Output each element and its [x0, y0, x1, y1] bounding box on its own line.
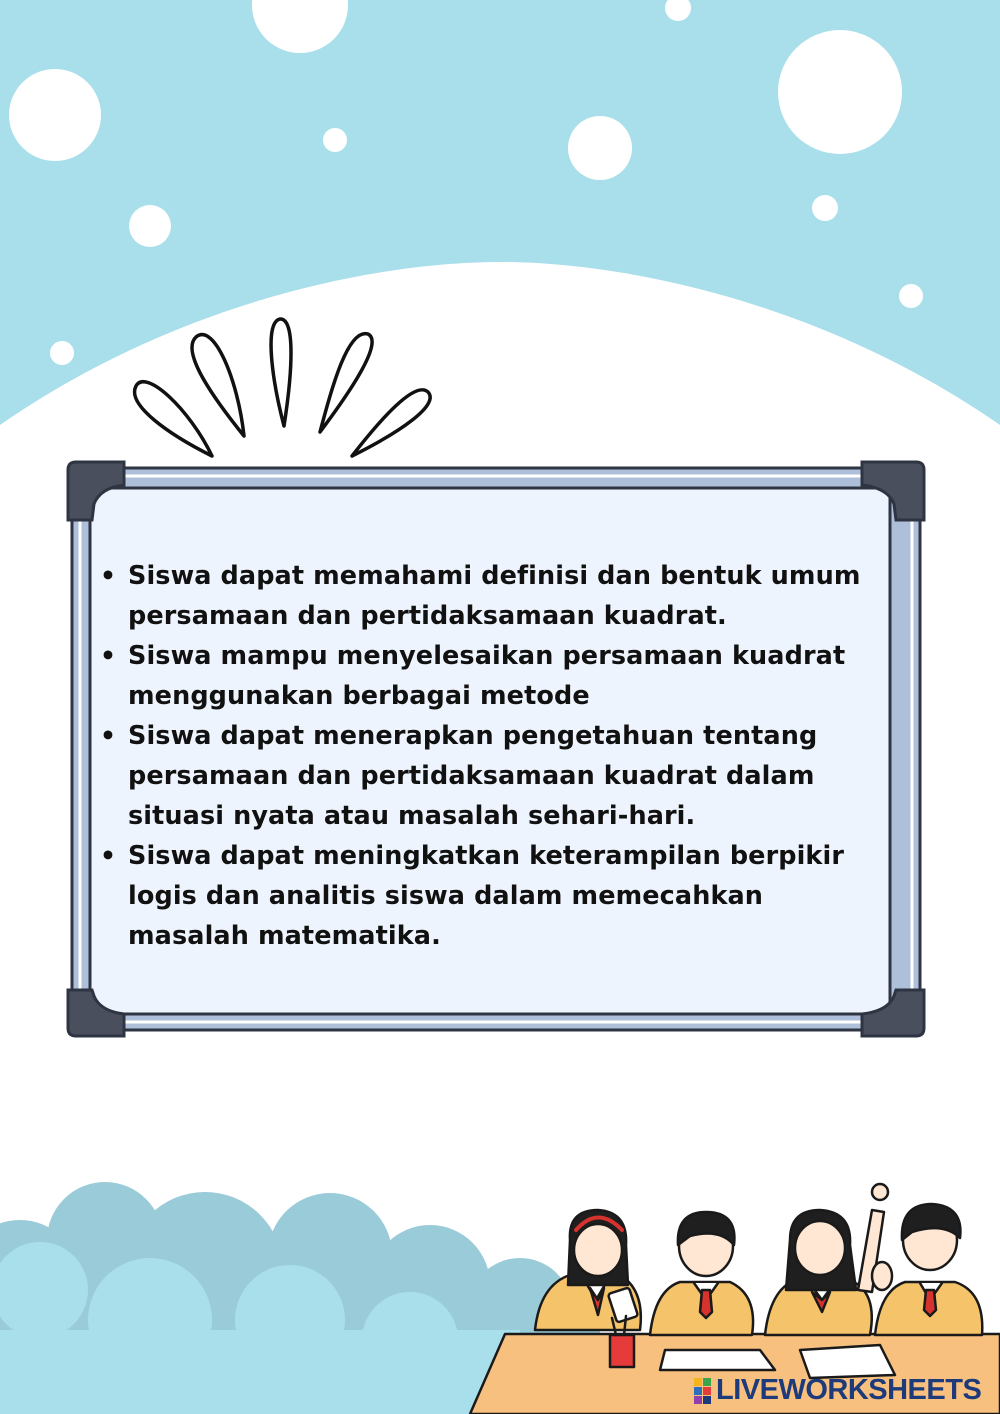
brand-mark-spacer	[692, 1377, 714, 1403]
burst-lines-icon	[135, 319, 431, 456]
liveworksheets-brand[interactable]	[692, 1372, 981, 1408]
objectives-list	[100, 556, 880, 956]
brand-text: LIVEWORKSHEETS	[716, 1373, 982, 1406]
objective-item: • Siswa mampu menyelesaikan persamaan kuadrat menggunakan berbagai metode	[100, 636, 880, 716]
objective-item: • Siswa dapat meningkatkan keterampilan berpikir logis dan analitis siswa dalam memecahkan masalah matematika.	[100, 836, 880, 956]
objective-item: • Siswa dapat memahami definisi dan bentuk umum persamaan dan pertidaksamaan kuadrat.	[100, 556, 880, 636]
objective-item: • Siswa dapat menerapkan pengetahuan tentang persamaan dan pertidaksamaan kuadrat dalam situasi nyata atau masalah sehari-hari.	[100, 716, 880, 836]
